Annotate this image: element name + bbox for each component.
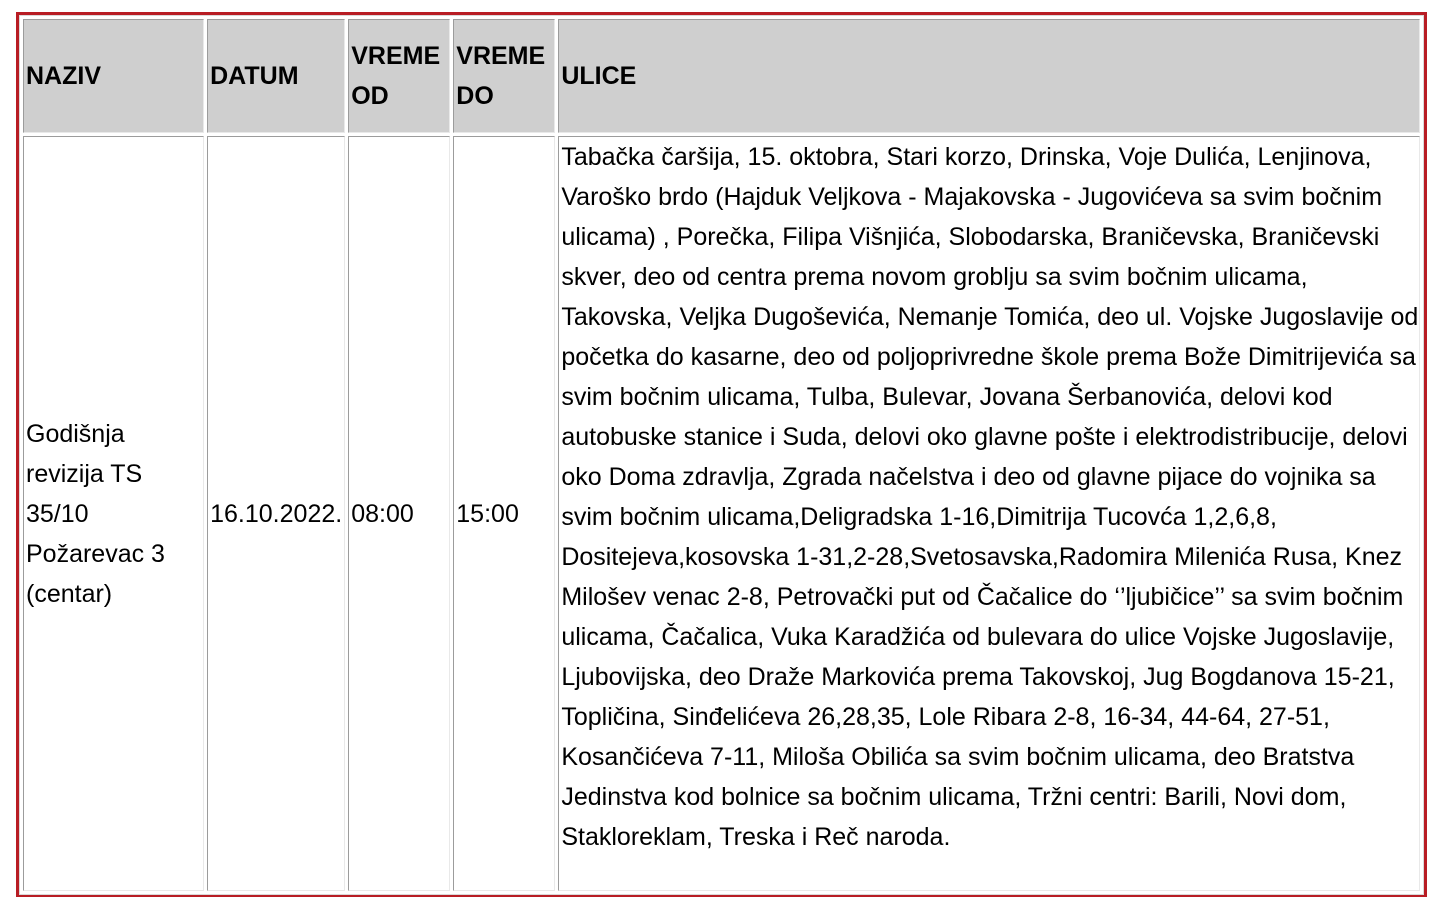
- header-row: [23, 19, 1420, 133]
- cell-datum: [207, 136, 345, 891]
- outage-schedule-table: [19, 15, 1424, 895]
- cell-vreme-od-text: 08:00: [351, 499, 414, 528]
- header-ulice-label: ULICE: [561, 62, 637, 90]
- header-naziv: [23, 19, 204, 133]
- cell-naziv-text: Godišnja revizija TS 35/10 Požarevac 3 (centar): [26, 419, 165, 608]
- header-vreme-do: [453, 19, 555, 133]
- header-naziv-label: NAZIV: [26, 62, 101, 90]
- header-vreme-od: [348, 19, 450, 133]
- cell-vreme-od: [348, 136, 450, 891]
- cell-ulice-text: Tabačka čaršija, 15. oktobra, Stari korzo, Drinska, Voje Dulića, Lenjinova, Varoško brdo (Hajduk Veljkova - Majakovska - Jugovićeva sa svim bočnim ulicama) , Porečka, Filipa Višnjića, Slobodarska, Braničevska, Braničevski skver, deo od centra prema novom groblju sa svim bočnim ulicama, Takovska, Veljka Dugoševića, Nemanje Tomića, deo ul. Vojske Jugoslavije od početka do kasarne, deo od poljoprivredne škole prema Bože Dimitrijevića sa svim bočnim ulicama, Tulba, Bulevar, Jovana Šerbanovića, delovi kod autobuske stanice i Suda, delovi oko glavne pošte i elektrodistribucije, delovi oko Doma zdravlja, Zgrada načelstva i deo od glavne pijace do vojnika sa svim bočnim ulicama,Deligradska 1-16,Dimitrija Tucovća 1,2,6,8, Dositejeva,kosovska 1-31,2-28,Svetosavska,Radomira Milenića Rusa, Knez Milošev venac 2-8, Petrovački put od Čačalice do ‘’ljubičice’’ sa svim bočnim ulicama, Čačalica, Vuka Karadžića od bulevara do ulice Vojske Jugoslavije, Ljubovijska, deo Draže Markovića prema Takovskoj, Jug Bogdanova 15-21, Topličina, Sinđelićeva 26,28,35, Lole Ribara 2-8, 16-34, 44-64, 27-51, Kosančićeva 7-11, Miloša Obilića sa svim bočnim ulicama, deo Bratstva Jedinstva kod bolnice sa bočnim ulicama, Tržni centri: Barili, Novi dom, Stakloreklam, Treska i Reč naroda.: [561, 143, 1419, 851]
- header-datum-label: DATUM: [210, 62, 299, 90]
- cell-vreme-do-text: 15:00: [456, 499, 519, 528]
- cell-vreme-do: [453, 136, 555, 891]
- cell-datum-text: 16.10.2022.: [210, 499, 343, 528]
- header-vreme-od-label: VREME OD: [351, 42, 441, 110]
- header-vreme-do-label: VREME DO: [456, 42, 546, 110]
- header-datum: [207, 19, 345, 133]
- table-row: [23, 136, 1420, 891]
- cell-naziv: [23, 136, 204, 891]
- cell-ulice: [558, 136, 1420, 891]
- header-ulice: [558, 19, 1420, 133]
